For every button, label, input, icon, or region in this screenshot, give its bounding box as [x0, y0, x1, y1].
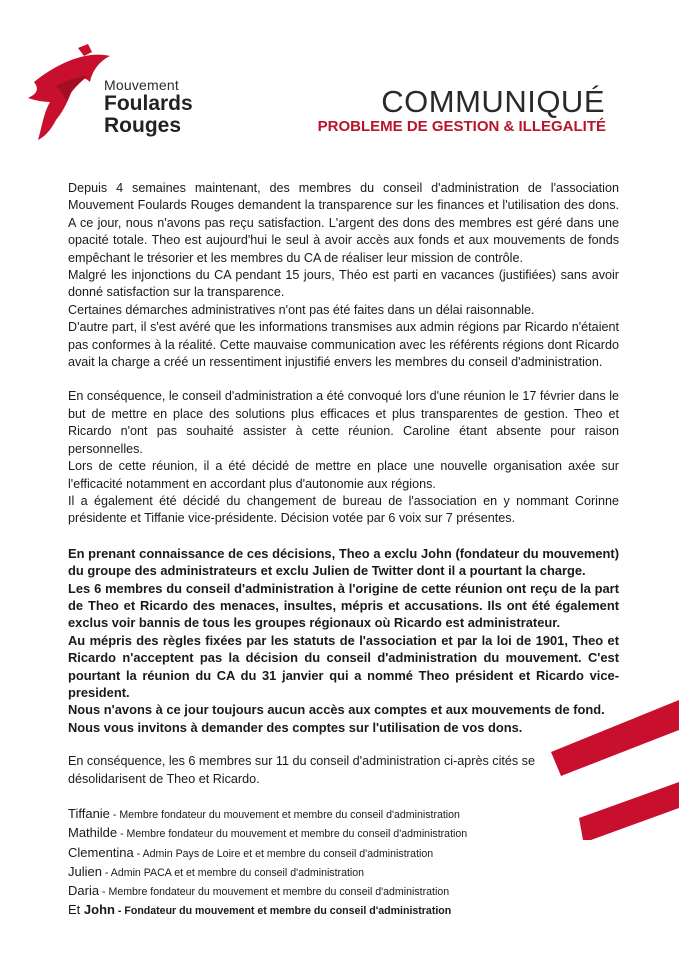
member-name: John: [83, 902, 115, 918]
member-desc: - Membre fondateur du mouvement et membre du conseil d'administration: [117, 828, 468, 841]
logo: [26, 42, 206, 142]
member-desc: - Fondateur du mouvement et membre du conseil d'administration: [114, 905, 452, 918]
member-name: Daria: [68, 883, 100, 899]
page-subtitle: PROBLEME DE GESTION & ILLEGALITÉ: [317, 118, 606, 135]
logo-line-mouvement: Mouvement: [104, 77, 179, 93]
logo-line-rouges: Rouges: [104, 114, 182, 137]
member-desc: - Admin PACA et et membre du conseil d'administration: [101, 866, 365, 879]
bold-section: [68, 545, 619, 736]
bold-paragraph: En prenant connaissance de ces décisions, Theo a exclu John (fondateur du mouvement) du groupe des administrateurs et exclu Julien de Twitter dont il a pourtant la charge.: [68, 545, 619, 579]
member-item-last: [68, 901, 619, 920]
member-item: [68, 805, 619, 824]
member-item: [68, 824, 619, 843]
paragraph: Depuis 4 semaines maintenant, des membres du conseil d'administration de l'association Mouvement Foulards Rouges demandent la transparence sur les finances et l'utilisation des dons. A ce jour, nous n'avons pas reçu satisfaction. L'argent des dons des membres est géré dans une opacité totale. Theo est aujourd'hui le seul à avoir accès aux fonds et aux mouvements de fonds empêchant le trésorier et les membres du CA de réaliser leur mission de contrôle.: [68, 181, 619, 265]
logo-line-foulards: Foulards: [104, 92, 193, 115]
member-desc: - Membre fondateur du mouvement et membre du conseil d'administration: [99, 886, 450, 899]
member-name: Julien: [68, 863, 102, 879]
member-list: [68, 805, 619, 921]
paragraph: Il a également été décidé du changement de bureau de l'association en y nommant Corinne présidente et Tiffanie vice-présidente. Décision votée par 6 voix sur 7 présentes.: [68, 493, 619, 526]
bold-paragraph: Au mépris des règles fixées par les statuts de l'association et par la loi de 1901, Theo et Ricardo n'acceptent pas la décision du conseil d'administration du mouvement. C'est pourtant la réunion du CA du 31 janvier qui a nommé Theo président et Ricardo vice-president.: [68, 632, 619, 700]
member-item: [68, 863, 619, 882]
decorative-red-stripes: [539, 690, 679, 840]
bold-paragraph: Nous vous invitons à demander des comptes sur l'utilisation de vos dons.: [68, 719, 523, 735]
paragraph: Lors de cette réunion, il a été décidé de mettre en place une nouvelle organisation axée sur l'efficacité notamment en accordant plus d'autonomie aux régions.: [68, 459, 619, 491]
paragraph: Certaines démarches administratives n'ont pas été faites dans un délai raisonnable.: [68, 302, 535, 317]
member-prefix: Et: [68, 902, 84, 918]
bold-paragraph: Les 6 membres du conseil d'administration à l'origine de cette réunion ont reçu de la part de Theo et Ricardo des menaces, insultes, mépris et accusations. Ils ont été également exclus voir bannis de tous les groupes régionaux où Ricardo est administrateur.: [68, 580, 619, 631]
communique-body: [68, 180, 619, 921]
paragraph: Malgré les injonctions du CA pendant 15 jours, Théo est parti en vacances (justifiées) sans avoir donné satisfaction sur la transparence.: [68, 268, 619, 300]
red-stripe-upper: [551, 700, 679, 776]
paragraph: D'autre part, il s'est avéré que les informations transmises aux admin régions par Ricardo n'étaient pas conformes à la réalité. Cette mauvaise communication avec les référents régions dont Ricardo avait la charge a créé un ressentiment injustifié envers les membres du conseil d'administration.: [68, 320, 619, 370]
bold-paragraph: Nous n'avons à ce jour toujours aucun accès aux comptes et aux mouvements de fond.: [68, 702, 605, 718]
paragraph: En conséquence, les 6 membres sur 11 du conseil d'administration ci-après cités se désolidarisent de Theo et Ricardo.: [68, 754, 535, 786]
member-item: [68, 882, 619, 901]
member-name: Clementina: [68, 844, 134, 860]
member-desc: - Membre fondateur du mouvement et membre du conseil d'administration: [109, 809, 460, 821]
page-title: COMMUNIQUÉ: [381, 84, 605, 119]
member-name: Mathilde: [68, 825, 118, 841]
member-name: Tiffanie: [68, 806, 110, 821]
red-scarf-icon: [26, 42, 116, 142]
member-desc: - Admin Pays de Loire et et membre du conseil d'administration: [133, 847, 434, 860]
member-item: [68, 844, 619, 863]
red-stripe-lower: [579, 782, 679, 840]
paragraph: En conséquence, le conseil d'administration a été convoqué lors d'une réunion le 17 février dans le but de mettre en place des solutions plus efficaces et plus transparentes de gestion. Theo et Ricardo n'ont pas souhaité assister à cette réunion. Caroline étant absente pour raison personnelles.: [68, 389, 619, 456]
